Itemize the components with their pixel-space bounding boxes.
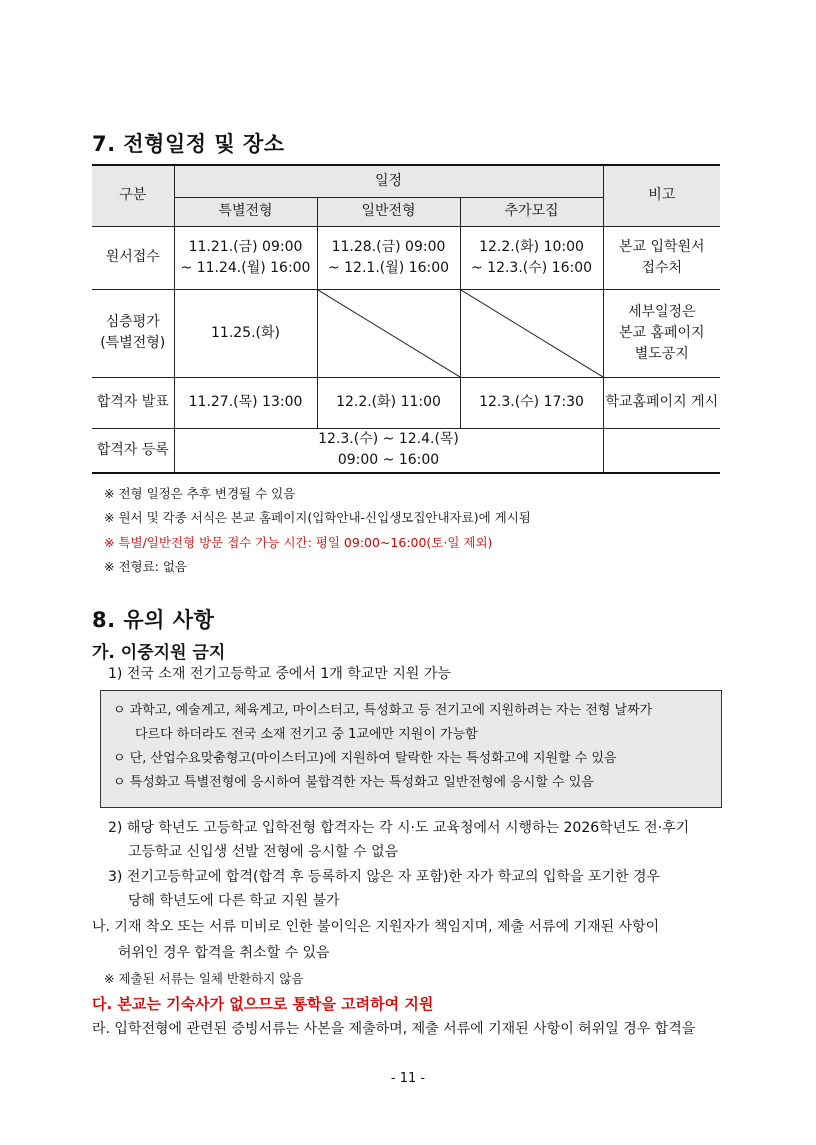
item-da: 다. 본교는 기숙사가 없으므로 통학을 고려하여 지원 xyxy=(92,995,434,1013)
note-line: ※ 전형료: 없음 xyxy=(104,559,188,574)
section-8-title: 8. 유의 사항 xyxy=(92,608,215,632)
cell-special: 11.21.(금) 09:00 ~ 11.24.(월) 16:00 xyxy=(174,226,317,289)
table-row xyxy=(92,226,720,289)
item-2: 2) 해당 학년도 고등학교 입학전형 합격자는 각 시·도 교육청에서 시행하는 2026학년도 전·후기 xyxy=(108,820,690,836)
item-ra: 라. 입학전형에 관련된 증빙서류는 사본을 제출하며, 제출 서류에 기재된 사항이 허위일 경우 합격을 xyxy=(92,1021,696,1037)
header-schedule: 일정 xyxy=(174,165,603,197)
table-row xyxy=(92,377,720,428)
row-label: 심층평가 (특별전형) xyxy=(92,289,174,377)
note-line: ※ 전형 일정은 추후 변경될 수 있음 xyxy=(104,486,296,501)
cell-special: 11.27.(목) 13:00 xyxy=(174,377,317,428)
item-3-cont: 당해 학년도에 다른 학교 지원 불가 xyxy=(128,893,340,909)
empty-diagonal-cell xyxy=(317,289,460,377)
row-label: 원서접수 xyxy=(92,226,174,289)
note-line-highlight: ※ 특별/일반전형 방문 접수 가능 시간: 평일 09:00~16:00(토·일 제외) xyxy=(104,535,493,550)
cell-note: 학교홈페이지 게시 xyxy=(603,377,720,428)
item-na-cont: 허위인 경우 합격을 취소할 수 있음 xyxy=(118,945,330,961)
header-extra: 추가모집 xyxy=(460,197,603,226)
item-3: 3) 전기고등학교에 합격(합격 후 등록하지 않은 자 포함)한 자가 학교의 입학을 포기한 경우 xyxy=(108,869,661,885)
item-na: 나. 기재 착오 또는 서류 미비로 인한 불이익은 지원자가 책임지며, 제출 서류에 기재된 사항이 xyxy=(92,919,660,935)
item-1: 1) 전국 소재 전기고등학교 중에서 1개 학교만 지원 가능 xyxy=(108,666,451,682)
table-row xyxy=(92,289,720,377)
cell-note xyxy=(603,428,720,473)
cell-note: 세부일정은 본교 홈페이지 별도공지 xyxy=(603,289,720,377)
cell-merged: 12.3.(수) ~ 12.4.(목) 09:00 ~ 16:00 xyxy=(174,428,603,473)
schedule-table xyxy=(92,164,720,474)
subsection-ga: 가. 이중지원 금지 xyxy=(92,643,226,663)
page-number: - 11 - xyxy=(390,1071,426,1086)
item-2-cont: 고등학교 신입생 선발 전형에 응시할 수 없음 xyxy=(128,844,399,860)
row-label: 합격자 등록 xyxy=(92,428,174,473)
cell-general: 11.28.(금) 09:00 ~ 12.1.(월) 16:00 xyxy=(317,226,460,289)
table-row xyxy=(92,428,720,473)
empty-diagonal-cell xyxy=(460,289,603,377)
notice-box: ㅇ 과학고, 예술계고, 체육계고, 마이스터고, 특성화고 등 전기고에 지원하려는 자는 전형 날짜가 다르다 하더라도 전국 소재 전기고 중 1교에만 지원이 가능함 ㅇ 단, 산업수요맞춤형고(마이스터고)에 지원하여 탈락한 자는 특성화고에 지원할 수 있음 ㅇ 특성화고 특별전형에 응시하여 불합격한 자는 특성화고 일반전형에 응시할 수 있음 xyxy=(100,690,722,808)
cell-general: 12.2.(화) 11:00 xyxy=(317,377,460,428)
header-general: 일반전형 xyxy=(317,197,460,226)
cell-extra: 12.2.(화) 10:00 ~ 12.3.(수) 16:00 xyxy=(460,226,603,289)
note-line: ※ 제출된 서류는 일체 반환하지 않음 xyxy=(104,971,304,986)
cell-special: 11.25.(화) xyxy=(174,289,317,377)
header-special: 특별전형 xyxy=(174,197,317,226)
section-7-title: 7. 전형일정 및 장소 xyxy=(92,132,285,156)
note-line: ※ 원서 및 각종 서식은 본교 홈페이지(입학안내-신입생모집안내자료)에 게시됨 xyxy=(104,510,531,525)
row-label: 합격자 발표 xyxy=(92,377,174,428)
cell-note: 본교 입학원서 접수처 xyxy=(603,226,720,289)
cell-extra: 12.3.(수) 17:30 xyxy=(460,377,603,428)
header-group: 구분 xyxy=(92,165,174,226)
header-note: 비고 xyxy=(603,165,720,226)
